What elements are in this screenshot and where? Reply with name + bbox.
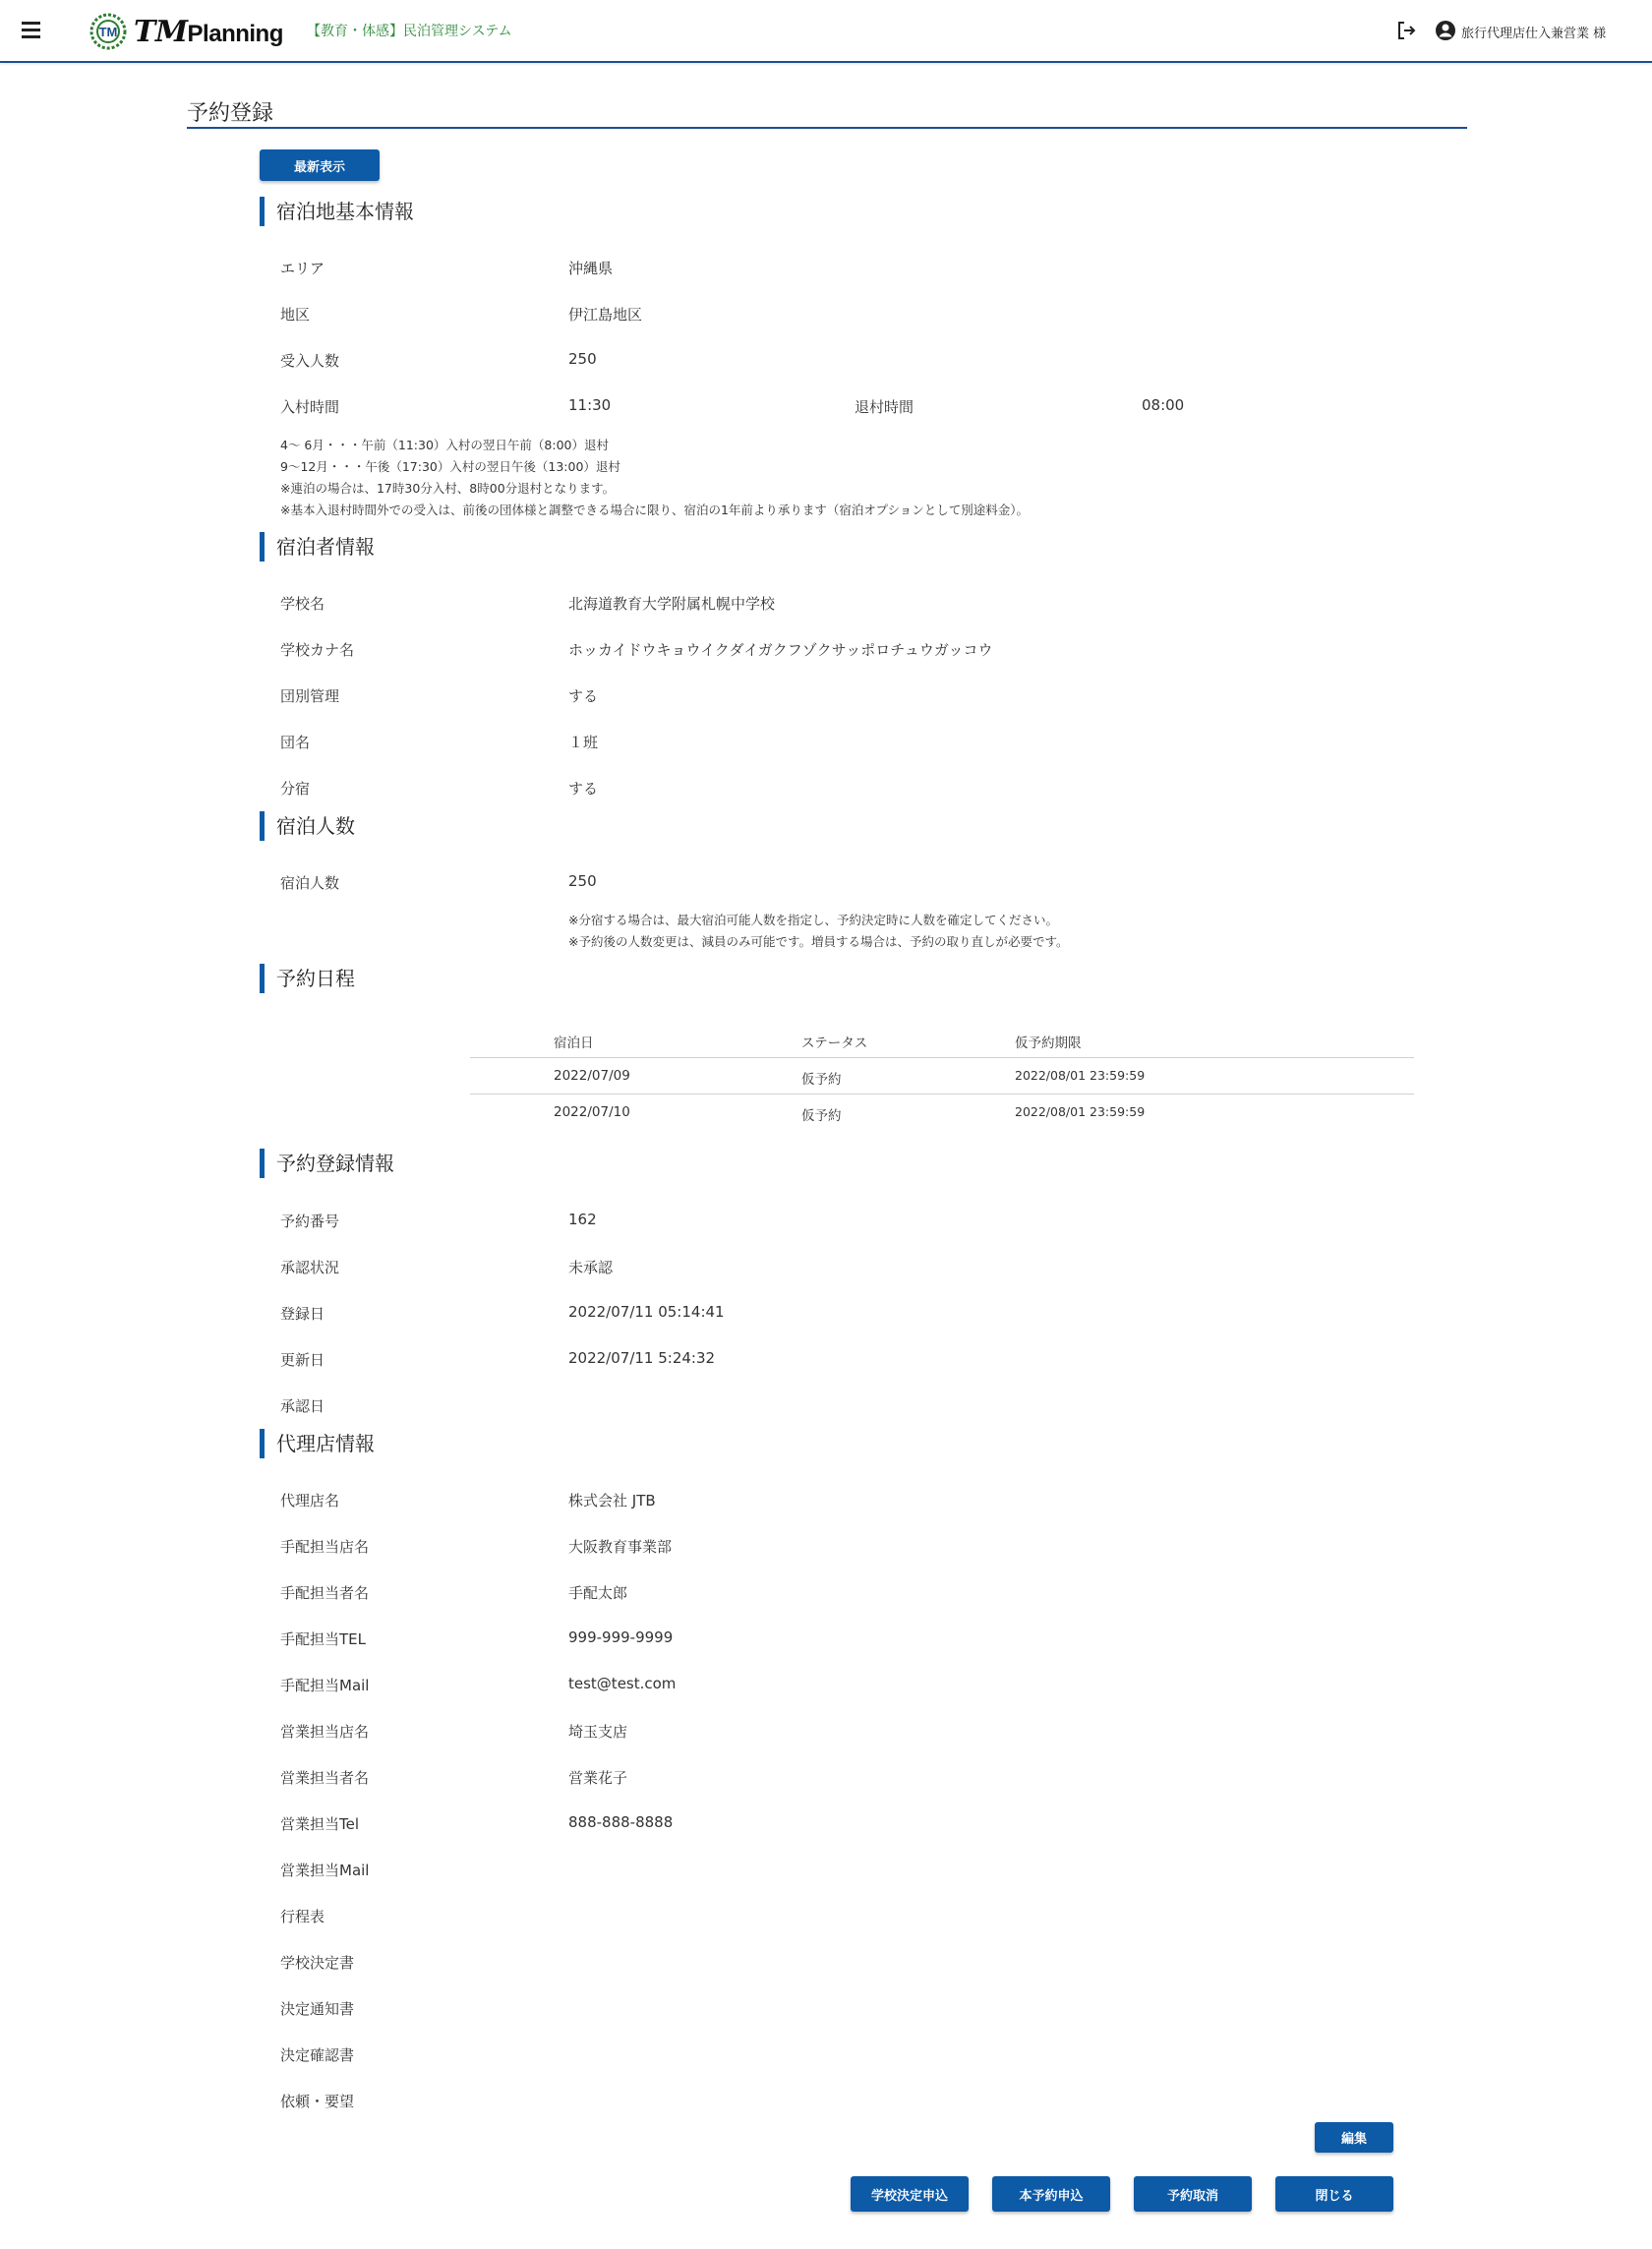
hamburger-menu-icon[interactable] (22, 22, 41, 39)
capacity-value: 250 (568, 350, 597, 368)
sales-mail-label: 営業担当Mail (280, 1862, 370, 1879)
schedule-row-2-status: 仮予約 (801, 1108, 842, 1124)
school-kana-value: ホッカイドウキョウイクダイガクフゾクサッポロチュウガッコウ (568, 641, 993, 659)
capacity-label: 受入人数 (280, 352, 340, 370)
updated-date-value: 2022/07/11 5:24:32 (568, 1349, 716, 1367)
schedule-row-2-date: 2022/07/10 (554, 1104, 630, 1120)
section-reservation: 予約登録情報 (260, 1149, 394, 1178)
split-stay-value: する (568, 780, 599, 798)
main-booking-button[interactable]: 本予約申込 (992, 2176, 1110, 2212)
title-divider (187, 127, 1467, 129)
decision-notice-label: 決定通知書 (280, 2000, 355, 2018)
group-name-label: 団名 (280, 734, 311, 751)
sales-branch-label: 営業担当店名 (280, 1723, 370, 1741)
sales-tel-value: 888-888-8888 (568, 1813, 674, 1831)
sales-person-label: 営業担当者名 (280, 1769, 370, 1787)
agency-name-label: 代理店名 (280, 1492, 340, 1509)
account-circle-icon[interactable] (1434, 19, 1457, 42)
section-agency: 代理店情報 (260, 1429, 375, 1458)
section-guest-count: 宿泊人数 (260, 811, 355, 841)
registered-date-value: 2022/07/11 05:14:41 (568, 1303, 725, 1321)
refresh-button[interactable]: 最新表示 (260, 149, 380, 181)
school-decision-doc-label: 学校決定書 (280, 1954, 355, 1972)
arrangement-tel-value: 999-999-9999 (568, 1628, 674, 1646)
updated-date-label: 更新日 (280, 1351, 325, 1369)
area-label: エリア (280, 260, 325, 277)
approved-date-label: 承認日 (280, 1397, 325, 1415)
arrangement-mail-value: test@test.com (568, 1675, 677, 1692)
sales-person-value: 営業花子 (568, 1769, 628, 1787)
request-label: 依頼・要望 (280, 2093, 355, 2110)
school-value: 北海道教育大学附属札幌中学校 (568, 595, 776, 613)
reservation-number-label: 予約番号 (280, 1213, 340, 1230)
approval-status-label: 承認状況 (280, 1259, 340, 1276)
arrangement-tel-label: 手配担当TEL (280, 1630, 366, 1648)
guest-count-note-2: ※予約後の人数変更は、減員のみ可能です。増員する場合は、予約の取り直しが必要です。 (568, 934, 1069, 949)
district-value: 伊江島地区 (568, 306, 643, 324)
group-mgmt-value: する (568, 687, 599, 705)
section-lodging-basic: 宿泊地基本情報 (260, 197, 414, 226)
app-header (0, 0, 1652, 63)
checkout-label: 退村時間 (855, 398, 914, 416)
group-name-value: １班 (568, 734, 599, 751)
lodging-note-1: 4～ 6月・・・午前（11:30）入村の翌日午前（8:00）退村 (280, 438, 609, 452)
cancel-reservation-button[interactable]: 予約取消 (1134, 2176, 1252, 2212)
registered-date-label: 登録日 (280, 1305, 325, 1323)
page-title: 予約登録 (187, 101, 274, 126)
schedule-row-1-deadline: 2022/08/01 23:59:59 (1015, 1068, 1146, 1083)
logo-text: TMPlanning (134, 14, 283, 49)
lodging-note-3: ※連泊の場合は、17時30分入村、8時00分退村となります。 (280, 481, 616, 496)
schedule-row-1-status: 仮予約 (801, 1072, 842, 1088)
schedule-row-divider (470, 1094, 1414, 1095)
sales-branch-value: 埼玉支店 (568, 1723, 628, 1741)
guest-count-label: 宿泊人数 (280, 874, 340, 892)
section-guest-info: 宿泊者情報 (260, 532, 375, 562)
arrangement-person-value: 手配太郎 (568, 1584, 628, 1602)
school-kana-label: 学校カナ名 (280, 641, 355, 659)
agency-name-value: 株式会社 JTB (568, 1492, 656, 1509)
schedule-row-2-deadline: 2022/08/01 23:59:59 (1015, 1104, 1146, 1119)
decision-confirm-label: 決定確認書 (280, 2046, 355, 2064)
schedule-col-deadline: 仮予約期限 (1015, 1036, 1082, 1051)
schedule-header-divider (470, 1057, 1414, 1058)
school-decision-button[interactable]: 学校決定申込 (851, 2176, 969, 2212)
app-logo[interactable] (87, 12, 283, 51)
arrangement-person-label: 手配担当者名 (280, 1584, 370, 1602)
split-stay-label: 分宿 (280, 780, 311, 798)
approval-status-value: 未承認 (568, 1259, 614, 1276)
arrangement-mail-label: 手配担当Mail (280, 1677, 370, 1694)
schedule-row-1-date: 2022/07/09 (554, 1068, 630, 1084)
logo-mark-icon (87, 12, 130, 51)
lodging-note-4: ※基本入退村時間外での受入は、前後の団体様と調整できる場合に限り、宿泊の1年前より承ります（宿泊オプションとして別途料金）。 (280, 503, 1030, 517)
lodging-note-2: 9～12月・・・午後（17:30）入村の翌日午後（13:00）退村 (280, 459, 620, 474)
area-value: 沖縄県 (568, 260, 614, 277)
guest-count-value: 250 (568, 872, 597, 890)
logout-icon[interactable] (1394, 19, 1418, 42)
svg-text:TM: TM (98, 25, 118, 39)
arrangement-branch-label: 手配担当店名 (280, 1538, 370, 1556)
close-button[interactable]: 閉じる (1275, 2176, 1393, 2212)
guest-count-note-1: ※分宿する場合は、最大宿泊可能人数を指定し、予約決定時に人数を確定してください。 (568, 913, 1058, 927)
schedule-col-date: 宿泊日 (554, 1036, 594, 1051)
checkin-value: 11:30 (568, 396, 612, 414)
checkin-label: 入村時間 (280, 398, 340, 416)
district-label: 地区 (280, 306, 311, 324)
checkout-value: 08:00 (1142, 396, 1185, 414)
arrangement-branch-value: 大阪教育事業部 (568, 1538, 673, 1556)
school-label: 学校名 (280, 595, 325, 613)
itinerary-label: 行程表 (280, 1908, 325, 1925)
system-name: 【教育・体感】民泊管理システム (307, 24, 512, 39)
user-name[interactable]: 旅行代理店仕入兼営業 様 (1461, 27, 1607, 41)
sales-tel-label: 営業担当Tel (280, 1815, 360, 1833)
reservation-number-value: 162 (568, 1211, 597, 1228)
section-schedule: 予約日程 (260, 964, 355, 993)
schedule-col-status: ステータス (801, 1036, 868, 1051)
edit-button[interactable]: 編集 (1315, 2122, 1393, 2153)
group-mgmt-label: 団別管理 (280, 687, 340, 705)
